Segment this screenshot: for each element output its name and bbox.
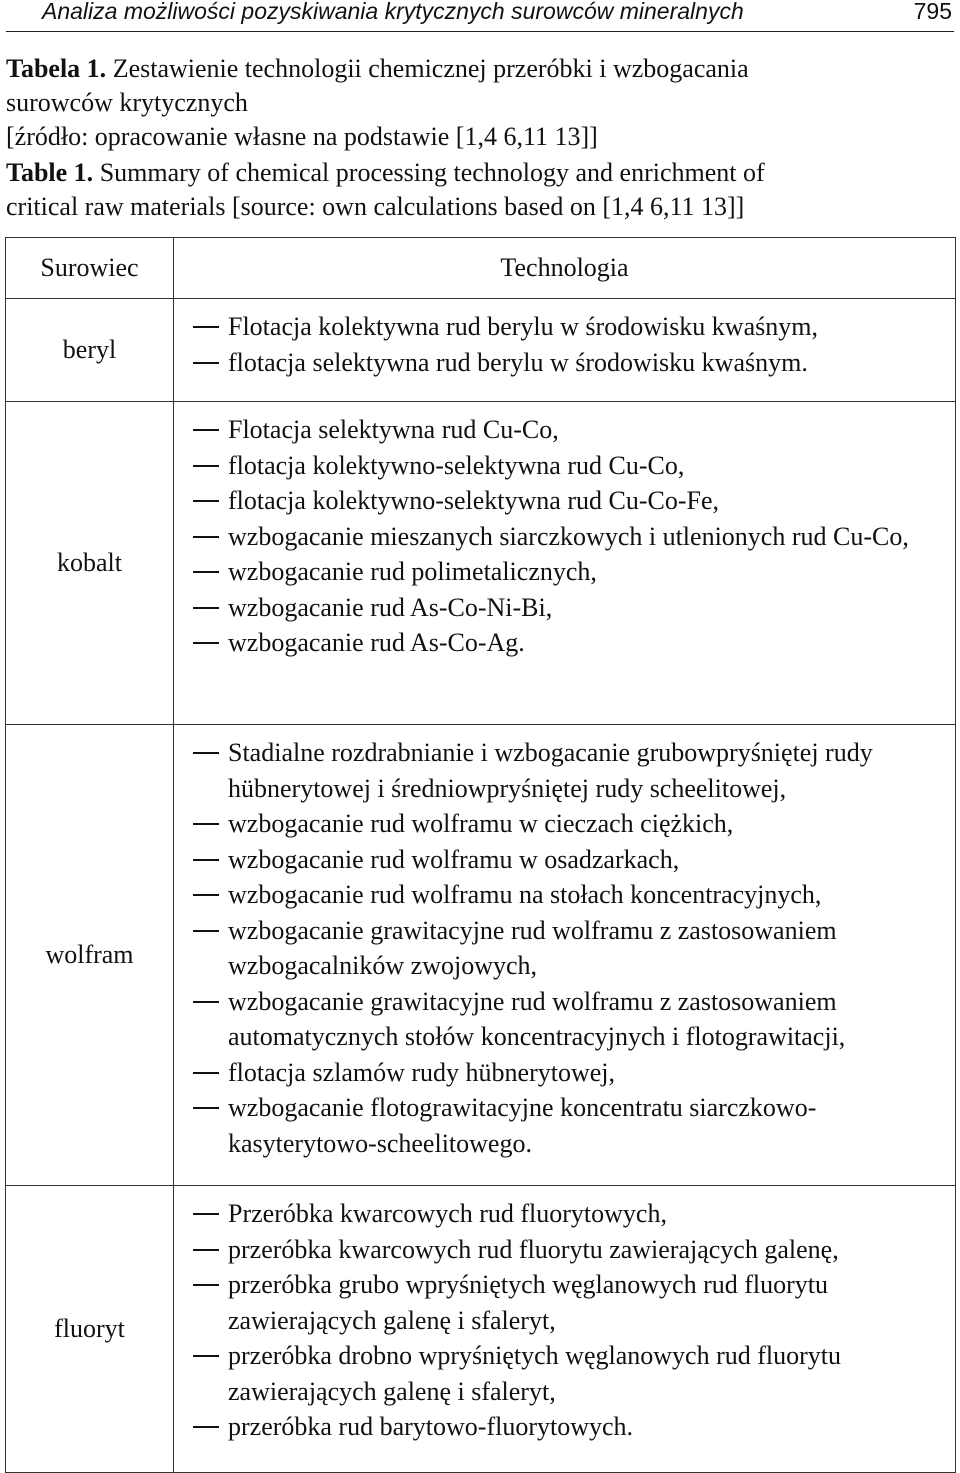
technology-item [190, 1232, 943, 1268]
technology-cell [174, 1186, 956, 1473]
table-row [6, 725, 956, 1186]
technology-item-text: flotacja szlamów rudy hübnerytowej, [228, 1057, 615, 1087]
caption-pl-source: [źródło: opracowanie własne na podstawie [1,4 6,11 13]] [6, 122, 598, 151]
running-header [6, 0, 954, 32]
technology-item [190, 913, 943, 984]
technology-item-text: flotacja kolektywno-selektywna rud Cu-Co, [228, 450, 685, 480]
dash-bullet-icon [193, 1107, 219, 1109]
technology-item [190, 806, 943, 842]
caption-en-text-1: Summary of chemical processing technology and enrichment of [93, 158, 765, 187]
technology-item [190, 1409, 943, 1445]
technology-item-text: przeróbka kwarcowych rud fluorytu zawierających galenę, [228, 1234, 839, 1264]
technology-item-text: wzbogacanie grawitacyjne rud wolframu z zastosowaniem wzbogacalników zwojowych, [228, 915, 837, 980]
table-row [6, 299, 956, 402]
technology-item-text: wzbogacanie rud wolframu na stołach koncentracyjnych, [228, 880, 822, 909]
caption-en-text-2: critical raw materials [source: own calculations based on [1,4 6,11 13]] [6, 192, 745, 221]
material-name: beryl [6, 299, 174, 402]
technology-item-text: wzbogacanie flotograwitacyjne koncentratu siarczkowo-kasyterytowo-scheelitowego. [228, 1093, 817, 1158]
technology-list [190, 309, 943, 380]
dash-bullet-icon [193, 752, 219, 754]
technology-item [190, 448, 943, 484]
technology-item [190, 412, 943, 448]
dash-bullet-icon [193, 465, 219, 467]
technology-item-text: Stadialne rozdrabnianie i wzbogacanie grubowpryśniętej rudy hübnerytowej i średniowpryśniętej rudy scheelitowej, [228, 738, 873, 803]
table-row [6, 402, 956, 725]
dash-bullet-icon [193, 500, 219, 502]
technology-item [190, 519, 943, 555]
table-body [6, 299, 956, 1473]
dash-bullet-icon [193, 642, 219, 644]
technology-item [190, 309, 943, 345]
table-caption [6, 52, 946, 224]
dash-bullet-icon [193, 1426, 219, 1428]
technology-item-text: wzbogacanie mieszanych siarczkowych i utlenionych rud Cu-Co, [228, 521, 909, 551]
technology-item [190, 1267, 943, 1338]
technology-item [190, 625, 943, 661]
dash-bullet-icon [193, 1249, 219, 1251]
technology-item [190, 1338, 943, 1409]
technology-cell [174, 299, 956, 402]
technology-item-text: wzbogacanie rud As-Co-Ag. [228, 628, 525, 657]
dash-bullet-icon [193, 1355, 219, 1357]
technology-item [190, 877, 943, 913]
technology-item-text: wzbogacanie rud polimetalicznych, [228, 557, 597, 586]
technology-item [190, 1090, 943, 1161]
caption-pl-label: Tabela 1. [6, 54, 107, 83]
dash-bullet-icon [193, 326, 219, 328]
column-header-surowiec: Surowiec [6, 238, 174, 299]
dash-bullet-icon [193, 859, 219, 861]
dash-bullet-icon [193, 1001, 219, 1003]
dash-bullet-icon [193, 1213, 219, 1215]
technology-item-text: Flotacja selektywna rud Cu-Co, [228, 415, 559, 444]
dash-bullet-icon [193, 429, 219, 431]
material-name: kobalt [6, 402, 174, 725]
technology-cell [174, 402, 956, 725]
technology-item [190, 345, 943, 381]
dash-bullet-icon [193, 362, 219, 364]
material-name: fluoryt [6, 1186, 174, 1473]
technology-item-text: flotacja kolektywno-selektywna rud Cu-Co-Fe, [228, 486, 719, 515]
technology-item [190, 1196, 943, 1232]
technology-item [190, 842, 943, 878]
dash-bullet-icon [193, 536, 219, 538]
page-number: 795 [913, 0, 952, 24]
technology-item-text: wzbogacanie rud wolframu w osadzarkach, [228, 844, 680, 874]
technology-table [5, 237, 956, 1473]
technology-item-text: Przeróbka kwarcowych rud fluorytowych, [228, 1199, 667, 1228]
technology-item-text: przeróbka drobno wpryśniętych węglanowych rud fluorytu zawierających galenę i sfaleryt, [228, 1341, 841, 1406]
technology-list [190, 735, 943, 1161]
dash-bullet-icon [193, 607, 219, 609]
table-row [6, 1186, 956, 1473]
caption-pl-text-2: surowców krytycznych [6, 88, 248, 117]
technology-item [190, 735, 943, 806]
caption-pl-text-1: Zestawienie technologii chemicznej przeróbki i wzbogacania [106, 54, 749, 83]
dash-bullet-icon [193, 894, 219, 896]
technology-list [190, 412, 943, 661]
technology-item [190, 984, 943, 1055]
caption-pl-line-1 [6, 52, 946, 86]
technology-item-text: wzbogacanie grawitacyjne rud wolframu z zastosowaniem automatycznych stołów koncentracyjnych i flotograwitacji, [228, 986, 846, 1051]
dash-bullet-icon [193, 571, 219, 573]
technology-item [190, 1055, 943, 1091]
dash-bullet-icon [193, 1072, 219, 1074]
dash-bullet-icon [193, 1284, 219, 1286]
caption-en-line-1 [6, 156, 946, 190]
dash-bullet-icon [193, 823, 219, 825]
technology-item-text: wzbogacanie rud wolframu w cieczach ciężkich, [228, 809, 734, 838]
table-header-row [6, 238, 956, 299]
technology-item-text: flotacja selektywna rud berylu w środowisku kwaśnym. [228, 347, 808, 377]
technology-item-text: przeróbka grubo wpryśniętych węglanowych rud fluorytu zawierających galenę i sfaleryt, [228, 1270, 828, 1335]
technology-item-text: Flotacja kolektywna rud berylu w środowisku kwaśnym, [228, 312, 818, 341]
technology-item [190, 590, 943, 626]
technology-item-text: wzbogacanie rud As-Co-Ni-Bi, [228, 592, 553, 622]
running-header-title: Analiza możliwości pozyskiwania krytycznych surowców mineralnych [42, 0, 744, 24]
column-header-technologia: Technologia [174, 238, 956, 299]
technology-cell [174, 725, 956, 1186]
technology-list [190, 1196, 943, 1445]
material-name: wolfram [6, 725, 174, 1186]
dash-bullet-icon [193, 930, 219, 932]
technology-item-text: przeróbka rud barytowo-fluorytowych. [228, 1412, 634, 1441]
caption-en-label: Table 1. [6, 158, 94, 187]
technology-item [190, 554, 943, 590]
technology-item [190, 483, 943, 519]
